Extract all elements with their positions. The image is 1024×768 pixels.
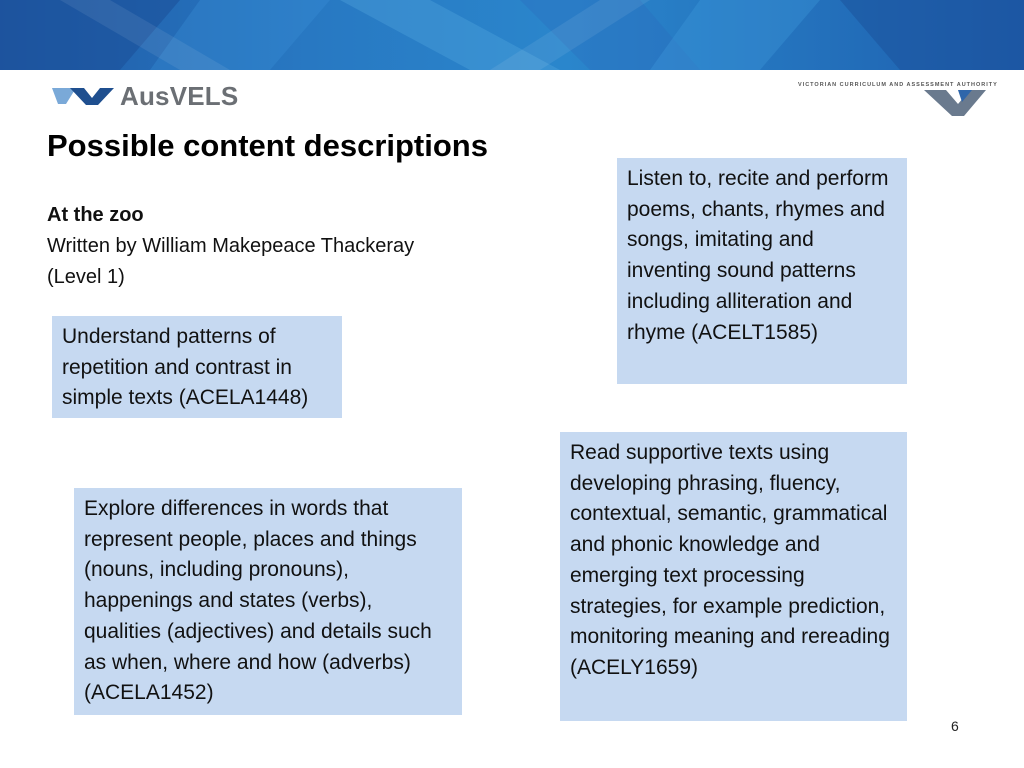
- vcaa-check-icon: [914, 86, 986, 118]
- content-description-box: Explore differences in words that represent people, places and things (nouns, including pronouns), happenings and states (verbs), qualities (adjectives) and details such as when, where and how (adverbs) (ACELA1452): [74, 488, 462, 715]
- poem-level: (Level 1): [47, 266, 125, 288]
- ausvels-mark-icon: [52, 84, 116, 106]
- poem-author: Written by William Makepeace Thackeray: [47, 235, 415, 257]
- ausvels-logo: [50, 70, 246, 120]
- vcaa-logo: [798, 82, 998, 122]
- poem-title: At the zoo: [47, 204, 144, 226]
- content-description-box: Understand patterns of repetition and contrast in simple texts (ACELA1448): [52, 316, 342, 418]
- header-banner: [0, 0, 1024, 70]
- vcaa-wordmark: VICTORIAN CURRICULUM AND ASSESSMENT AUTHORITY: [798, 82, 998, 88]
- logo-wordmark: AusVELS: [120, 81, 239, 111]
- page-number: 6: [951, 718, 959, 734]
- slide-title: Possible content descriptions: [47, 128, 488, 163]
- content-description-box: Read supportive texts using developing phrasing, fluency, contextual, semantic, grammatical and phonic knowledge and emerging text processing strategies, for example prediction, monitoring meaning and rereading (ACELY1659): [560, 432, 907, 721]
- banner-pattern: [0, 0, 1024, 70]
- content-description-box: Listen to, recite and perform poems, chants, rhymes and songs, imitating and inventing sound patterns including alliteration and rhyme (ACELT1585): [617, 158, 907, 384]
- poem-info: [47, 200, 414, 293]
